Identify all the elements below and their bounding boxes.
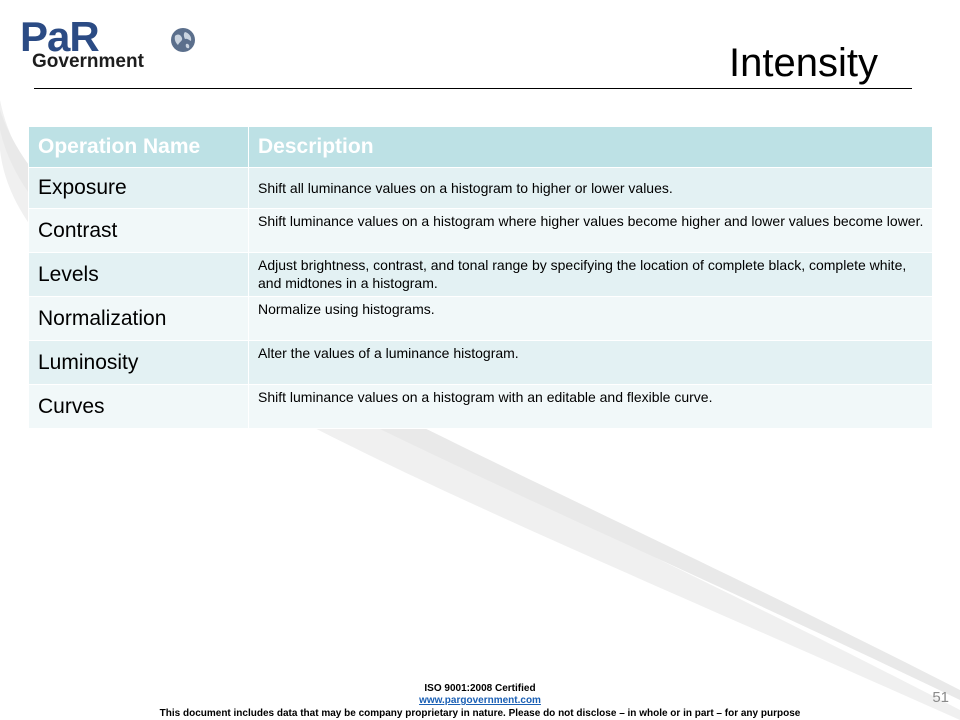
header-description: Description — [249, 127, 933, 168]
table-row — [29, 209, 933, 253]
operation-description: Alter the values of a luminance histogram. — [249, 341, 933, 385]
slide-title: Intensity — [729, 41, 878, 85]
table-header-row — [29, 127, 933, 168]
page-number: 51 — [932, 689, 949, 706]
table-row — [29, 385, 933, 429]
company-logo — [20, 13, 200, 74]
operation-description: Normalize using histograms. — [249, 297, 933, 341]
operations-table — [28, 126, 933, 429]
logo-brand: PaR — [20, 13, 99, 60]
operation-description: Shift all luminance values on a histogram to higher or lower values. — [249, 168, 933, 209]
operation-name: Normalization — [29, 297, 249, 341]
operation-description: Adjust brightness, contrast, and tonal range by specifying the location of complete black, complete white, and midtones in a histogram. — [249, 253, 933, 297]
operation-name: Luminosity — [29, 341, 249, 385]
proprietary-notice: This document includes data that may be company proprietary in nature. Please do not disclose – in whole or in part – for any purpose — [159, 708, 801, 719]
globe-icon — [170, 27, 196, 53]
iso-certification: ISO 9001:2008 Certified — [424, 683, 536, 694]
header-operation-name: Operation Name — [29, 127, 249, 168]
website-link[interactable]: www.pargovernment.com — [419, 695, 541, 706]
operation-name: Levels — [29, 253, 249, 297]
table-row — [29, 297, 933, 341]
operation-name: Curves — [29, 385, 249, 429]
operation-name: Exposure — [29, 168, 249, 209]
operation-name: Contrast — [29, 209, 249, 253]
operation-description: Shift luminance values on a histogram where higher values become higher and lower values become lower. — [249, 209, 933, 253]
logo-subtitle: Government — [32, 51, 144, 72]
table-row — [29, 341, 933, 385]
title-divider — [34, 88, 912, 89]
operation-description: Shift luminance values on a histogram with an editable and flexible curve. — [249, 385, 933, 429]
table-row — [29, 168, 933, 209]
table-row — [29, 253, 933, 297]
